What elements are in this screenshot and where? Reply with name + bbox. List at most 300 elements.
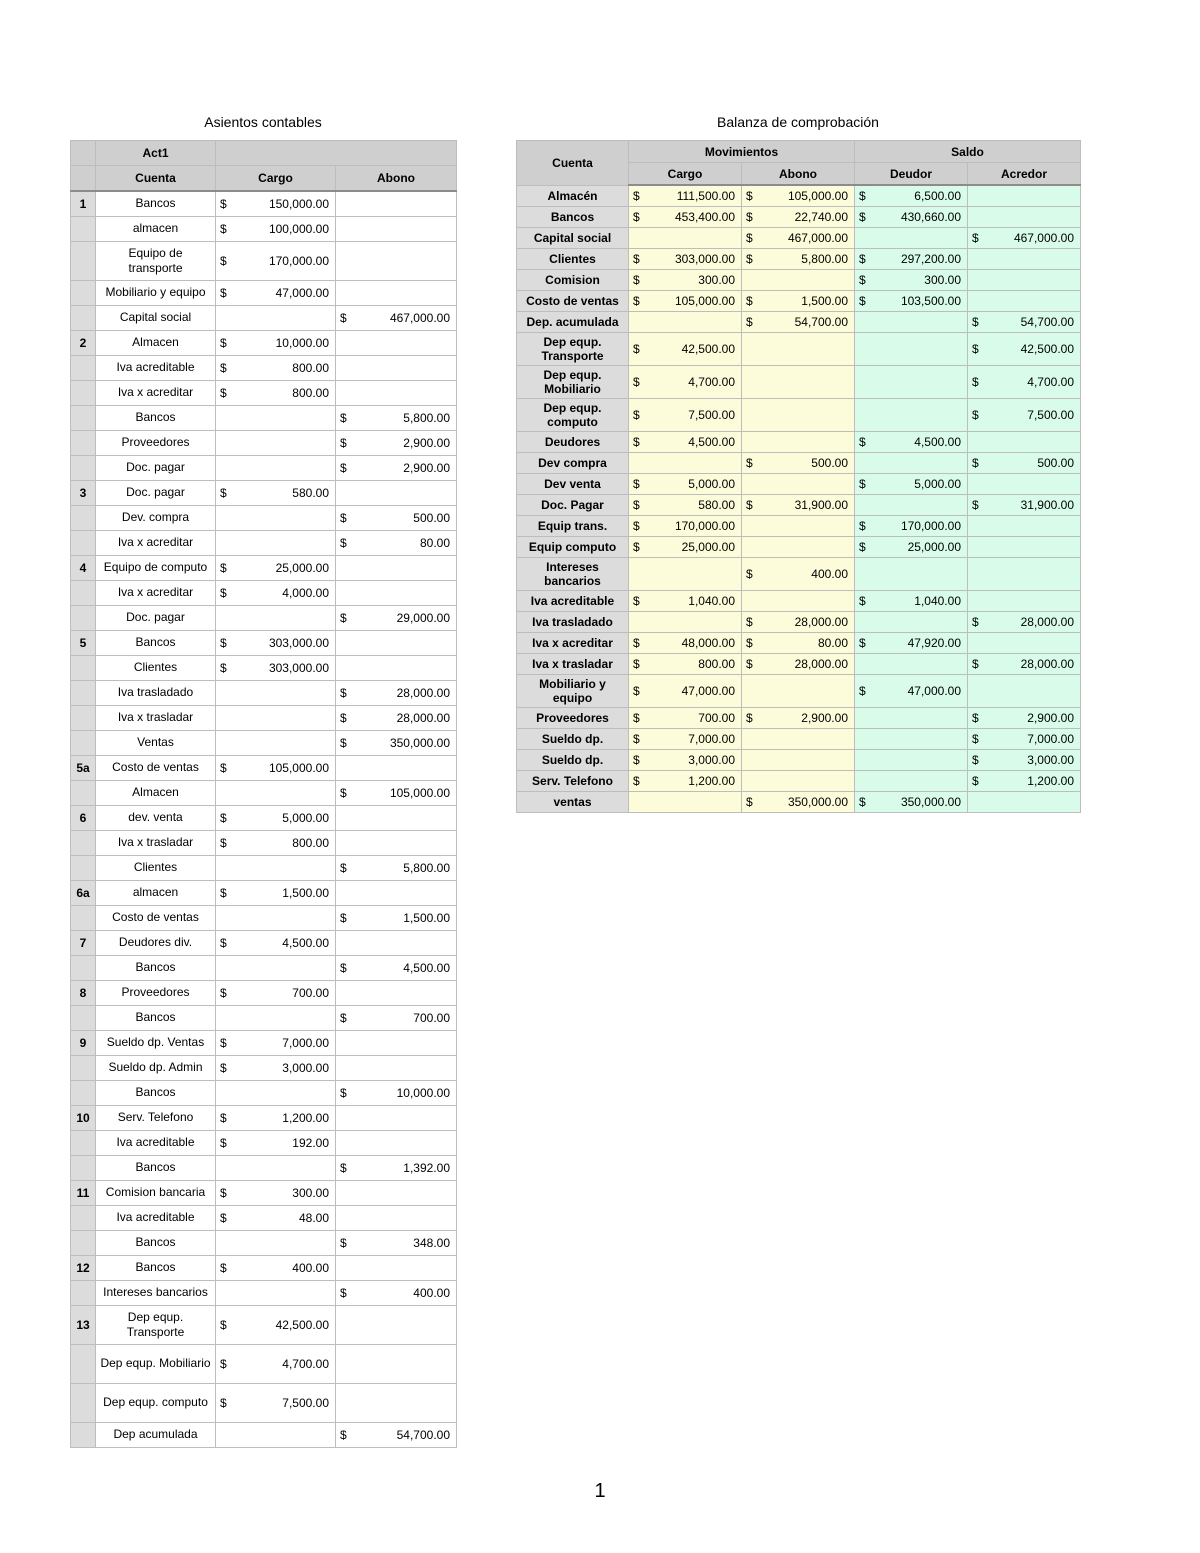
- journal-table: [70, 140, 457, 1448]
- amount-value: 54,700.00: [1020, 314, 1075, 329]
- cargo-cell: [216, 555, 336, 580]
- cargo-cell: [629, 770, 742, 791]
- deudor-cell: [855, 707, 968, 728]
- account-name: Equip trans.: [517, 515, 629, 536]
- currency-symbol: $: [633, 374, 640, 389]
- acredor-cell: [968, 590, 1081, 611]
- cargo-cell: [629, 290, 742, 311]
- table-row: [517, 494, 1081, 515]
- entry-number: [71, 241, 96, 280]
- cargo-cell: [216, 1280, 336, 1305]
- amount-value: 467,000.00: [389, 310, 450, 325]
- amount-value: 3,000.00: [282, 1060, 329, 1075]
- table-row: [71, 755, 457, 780]
- table-row: [71, 805, 457, 830]
- amount-value: 300.00: [292, 1185, 329, 1200]
- table-row: [71, 655, 457, 680]
- table-row: [71, 955, 457, 980]
- amount-value: 300.00: [698, 272, 735, 287]
- account-name: Intereses bancarios: [517, 557, 629, 590]
- account-name: Bancos: [96, 955, 216, 980]
- abono-cell: [336, 630, 457, 655]
- currency-symbol: $: [340, 435, 347, 450]
- amount-value: 2,900.00: [403, 435, 450, 450]
- amount-value: 80.00: [419, 535, 450, 550]
- table-row: [517, 749, 1081, 770]
- entry-number: 6: [71, 805, 96, 830]
- account-name: Dep equp. computo: [517, 398, 629, 431]
- currency-symbol: $: [746, 566, 753, 581]
- journal-corner-2: [71, 166, 96, 192]
- table-row: [71, 580, 457, 605]
- acredor-cell: [968, 311, 1081, 332]
- account-name: Proveedores: [517, 707, 629, 728]
- currency-symbol: $: [220, 285, 227, 300]
- acredor-cell: [968, 653, 1081, 674]
- amount-value: 170,000.00: [674, 518, 735, 533]
- amount-value: 100,000.00: [268, 221, 329, 236]
- abono-cell: [742, 728, 855, 749]
- amount-value: 28,000.00: [1020, 614, 1075, 629]
- table-row: [71, 1080, 457, 1105]
- cargo-cell: [216, 1105, 336, 1130]
- amount-value: 467,000.00: [1013, 230, 1075, 245]
- account-name: Comision bancaria: [96, 1180, 216, 1205]
- deudor-cell: [855, 653, 968, 674]
- amount-value: 4,700.00: [282, 1356, 329, 1371]
- account-name: Capital social: [517, 227, 629, 248]
- abono-cell: [336, 680, 457, 705]
- cargo-cell: [216, 1130, 336, 1155]
- trial-col-cargo: Cargo: [629, 163, 742, 186]
- amount-value: 1,500.00: [403, 910, 450, 925]
- entry-number: [71, 855, 96, 880]
- account-name: Equip computo: [517, 536, 629, 557]
- amount-value: 1,200.00: [282, 1110, 329, 1125]
- deudor-cell: [855, 494, 968, 515]
- currency-symbol: $: [633, 476, 640, 491]
- trial-col-deudor: Deudor: [855, 163, 968, 186]
- amount-value: 800.00: [292, 385, 329, 400]
- currency-symbol: $: [633, 656, 640, 671]
- table-row: [71, 1180, 457, 1205]
- acredor-cell: [968, 749, 1081, 770]
- table-row: [71, 730, 457, 755]
- currency-symbol: $: [220, 760, 227, 775]
- deudor-cell: [855, 452, 968, 473]
- currency-symbol: $: [340, 1085, 347, 1100]
- deudor-cell: [855, 332, 968, 365]
- table-row: [71, 1305, 457, 1344]
- cargo-cell: [216, 1255, 336, 1280]
- table-row: [71, 1005, 457, 1030]
- cargo-cell: [216, 780, 336, 805]
- currency-symbol: $: [859, 188, 866, 203]
- table-row: [517, 536, 1081, 557]
- table-row: [517, 431, 1081, 452]
- abono-cell: [336, 905, 457, 930]
- amount-value: 1,040.00: [914, 593, 961, 608]
- abono-cell: [336, 1230, 457, 1255]
- table-row: [517, 707, 1081, 728]
- account-name: Equipo de computo: [96, 555, 216, 580]
- entry-number: [71, 905, 96, 930]
- currency-symbol: $: [220, 1110, 227, 1125]
- account-name: Comision: [517, 269, 629, 290]
- cargo-cell: [629, 632, 742, 653]
- table-row: [517, 674, 1081, 707]
- currency-symbol: $: [633, 341, 640, 356]
- entry-number: 2: [71, 330, 96, 355]
- cargo-cell: [629, 707, 742, 728]
- account-name: Almacen: [96, 780, 216, 805]
- cargo-cell: [216, 830, 336, 855]
- amount-value: 580.00: [292, 485, 329, 500]
- currency-symbol: $: [220, 1395, 227, 1410]
- account-name: dev. venta: [96, 805, 216, 830]
- entry-number: 3: [71, 480, 96, 505]
- acredor-cell: [968, 431, 1081, 452]
- table-row: [517, 653, 1081, 674]
- table-row: [71, 430, 457, 455]
- currency-symbol: $: [859, 209, 866, 224]
- account-name: Iva x trasladar: [517, 653, 629, 674]
- deudor-cell: [855, 791, 968, 812]
- acredor-cell: [968, 632, 1081, 653]
- entry-number: [71, 505, 96, 530]
- account-name: Proveedores: [96, 430, 216, 455]
- amount-value: 10,000.00: [396, 1085, 450, 1100]
- cargo-cell: [216, 280, 336, 305]
- cargo-cell: [629, 653, 742, 674]
- abono-cell: [336, 241, 457, 280]
- amount-value: 48,000.00: [681, 635, 735, 650]
- table-row: [71, 330, 457, 355]
- cargo-cell: [629, 473, 742, 494]
- abono-cell: [742, 290, 855, 311]
- cargo-cell: [216, 191, 336, 216]
- abono-cell: [336, 1105, 457, 1130]
- amount-value: 105,000.00: [674, 293, 735, 308]
- currency-symbol: $: [859, 794, 866, 809]
- amount-value: 800.00: [292, 360, 329, 375]
- abono-cell: [742, 473, 855, 494]
- currency-symbol: $: [340, 710, 347, 725]
- amount-value: 111,500.00: [676, 188, 735, 203]
- deudor-cell: [855, 590, 968, 611]
- table-row: [517, 590, 1081, 611]
- amount-value: 80.00: [817, 635, 848, 650]
- cargo-cell: [216, 880, 336, 905]
- amount-value: 7,000.00: [282, 1035, 329, 1050]
- abono-cell: [336, 780, 457, 805]
- amount-value: 400.00: [292, 1260, 329, 1275]
- cargo-cell: [629, 248, 742, 269]
- abono-cell: [742, 269, 855, 290]
- entry-number: 9: [71, 1030, 96, 1055]
- acredor-cell: [968, 248, 1081, 269]
- currency-symbol: $: [220, 1260, 227, 1275]
- amount-value: 4,500.00: [914, 434, 961, 449]
- cargo-cell: [216, 580, 336, 605]
- amount-value: 400.00: [811, 566, 848, 581]
- abono-cell: [336, 605, 457, 630]
- amount-value: 47,000.00: [907, 683, 961, 698]
- currency-symbol: $: [633, 518, 640, 533]
- account-name: Mobiliario y equipo: [517, 674, 629, 707]
- amount-value: 105,000.00: [389, 785, 450, 800]
- account-name: Dep equp. Transporte: [517, 332, 629, 365]
- acredor-cell: [968, 536, 1081, 557]
- abono-cell: [742, 515, 855, 536]
- currency-symbol: $: [220, 1060, 227, 1075]
- entry-number: [71, 530, 96, 555]
- account-name: Costo de ventas: [96, 755, 216, 780]
- entry-number: 13: [71, 1305, 96, 1344]
- journal-body: [71, 191, 457, 1447]
- account-name: Bancos: [517, 206, 629, 227]
- cargo-cell: [216, 930, 336, 955]
- amount-value: 25,000.00: [681, 539, 735, 554]
- currency-symbol: $: [633, 710, 640, 725]
- entry-number: [71, 430, 96, 455]
- cargo-cell: [629, 494, 742, 515]
- currency-symbol: $: [633, 731, 640, 746]
- trial-body: [517, 185, 1081, 812]
- abono-cell: [742, 494, 855, 515]
- entry-number: [71, 455, 96, 480]
- amount-value: 7,500.00: [282, 1395, 329, 1410]
- currency-symbol: $: [633, 593, 640, 608]
- account-name: Iva acreditable: [96, 355, 216, 380]
- acredor-cell: [968, 473, 1081, 494]
- abono-cell: [336, 405, 457, 430]
- currency-symbol: $: [220, 1356, 227, 1371]
- acredor-cell: [968, 227, 1081, 248]
- currency-symbol: $: [340, 685, 347, 700]
- entry-number: [71, 1280, 96, 1305]
- cargo-cell: [216, 305, 336, 330]
- currency-symbol: $: [972, 731, 979, 746]
- account-name: Equipo de transporte: [96, 241, 216, 280]
- table-row: [71, 930, 457, 955]
- account-name: Dep. acumulada: [517, 311, 629, 332]
- entry-number: [71, 955, 96, 980]
- table-row: [71, 1255, 457, 1280]
- table-row: [517, 632, 1081, 653]
- amount-value: 4,700.00: [1027, 374, 1075, 389]
- abono-cell: [336, 505, 457, 530]
- table-row: [71, 880, 457, 905]
- currency-symbol: $: [633, 407, 640, 422]
- table-row: [71, 605, 457, 630]
- amount-value: 4,500.00: [282, 935, 329, 950]
- account-name: Iva x trasladar: [96, 830, 216, 855]
- amount-value: 29,000.00: [396, 610, 450, 625]
- currency-symbol: $: [746, 314, 753, 329]
- abono-cell: [336, 1005, 457, 1030]
- cargo-cell: [216, 241, 336, 280]
- entry-number: [71, 1422, 96, 1447]
- amount-value: 453,400.00: [674, 209, 735, 224]
- abono-cell: [742, 248, 855, 269]
- abono-cell: [742, 431, 855, 452]
- currency-symbol: $: [972, 341, 979, 356]
- account-name: Iva x acreditar: [96, 530, 216, 555]
- table-row: [517, 365, 1081, 398]
- amount-value: 28,000.00: [794, 614, 848, 629]
- table-row: [517, 332, 1081, 365]
- amount-value: 42,500.00: [1020, 341, 1075, 356]
- abono-cell: [336, 980, 457, 1005]
- deudor-cell: [855, 557, 968, 590]
- abono-cell: [742, 332, 855, 365]
- cargo-cell: [629, 791, 742, 812]
- journal-col-cargo: Cargo: [216, 166, 336, 192]
- amount-value: 580.00: [698, 497, 735, 512]
- abono-cell: [336, 855, 457, 880]
- table-row: [71, 780, 457, 805]
- cargo-cell: [216, 330, 336, 355]
- abono-cell: [336, 805, 457, 830]
- account-name: Clientes: [96, 655, 216, 680]
- account-name: Bancos: [96, 1230, 216, 1255]
- currency-symbol: $: [220, 485, 227, 500]
- amount-value: 1,392.00: [403, 1160, 450, 1175]
- table-row: [71, 241, 457, 280]
- deudor-cell: [855, 365, 968, 398]
- deudor-cell: [855, 431, 968, 452]
- currency-symbol: $: [972, 497, 979, 512]
- table-row: [71, 1105, 457, 1130]
- cargo-cell: [216, 216, 336, 241]
- deudor-cell: [855, 749, 968, 770]
- cargo-cell: [216, 655, 336, 680]
- amount-value: 48.00: [298, 1210, 329, 1225]
- abono-cell: [742, 206, 855, 227]
- currency-symbol: $: [972, 407, 979, 422]
- entry-number: [71, 1383, 96, 1422]
- table-row: [71, 280, 457, 305]
- abono-cell: [742, 674, 855, 707]
- table-row: [71, 680, 457, 705]
- currency-symbol: $: [746, 230, 753, 245]
- abono-cell: [336, 1030, 457, 1055]
- amount-value: 192.00: [292, 1135, 329, 1150]
- account-name: almacen: [96, 880, 216, 905]
- entry-number: [71, 680, 96, 705]
- account-name: Costo de ventas: [517, 290, 629, 311]
- abono-cell: [336, 455, 457, 480]
- abono-cell: [336, 930, 457, 955]
- account-name: Clientes: [96, 855, 216, 880]
- table-row: [71, 1383, 457, 1422]
- amount-value: 500.00: [811, 455, 848, 470]
- abono-cell: [336, 530, 457, 555]
- currency-symbol: $: [220, 885, 227, 900]
- account-name: Mobiliario y equipo: [96, 280, 216, 305]
- account-name: Iva acreditable: [96, 1130, 216, 1155]
- table-row: [71, 305, 457, 330]
- abono-cell: [742, 791, 855, 812]
- currency-symbol: $: [340, 1427, 347, 1442]
- acredor-cell: [968, 707, 1081, 728]
- currency-symbol: $: [972, 455, 979, 470]
- cargo-cell: [216, 905, 336, 930]
- currency-symbol: $: [859, 539, 866, 554]
- account-name: Proveedores: [96, 980, 216, 1005]
- amount-value: 150,000.00: [268, 196, 329, 211]
- currency-symbol: $: [972, 614, 979, 629]
- entry-number: 11: [71, 1180, 96, 1205]
- cargo-cell: [216, 605, 336, 630]
- currency-symbol: $: [746, 293, 753, 308]
- cargo-cell: [216, 680, 336, 705]
- cargo-cell: [216, 1344, 336, 1383]
- currency-symbol: $: [746, 794, 753, 809]
- amount-value: 3,000.00: [688, 752, 735, 767]
- currency-symbol: $: [746, 251, 753, 266]
- abono-cell: [742, 707, 855, 728]
- abono-cell: [336, 955, 457, 980]
- amount-value: 105,000.00: [268, 760, 329, 775]
- amount-value: 303,000.00: [268, 660, 329, 675]
- account-name: Bancos: [96, 1080, 216, 1105]
- amount-value: 105,000.00: [787, 188, 848, 203]
- currency-symbol: $: [633, 683, 640, 698]
- currency-symbol: $: [220, 810, 227, 825]
- entry-number: 4: [71, 555, 96, 580]
- amount-value: 350,000.00: [389, 735, 450, 750]
- abono-cell: [336, 555, 457, 580]
- currency-symbol: $: [859, 293, 866, 308]
- amount-value: 800.00: [292, 835, 329, 850]
- currency-symbol: $: [746, 497, 753, 512]
- acredor-cell: [968, 728, 1081, 749]
- account-name: Sueldo dp. Admin: [96, 1055, 216, 1080]
- currency-symbol: $: [859, 272, 866, 287]
- account-name: Dep equp. Transporte: [96, 1305, 216, 1344]
- currency-symbol: $: [220, 1035, 227, 1050]
- cargo-cell: [629, 332, 742, 365]
- abono-cell: [742, 770, 855, 791]
- currency-symbol: $: [972, 374, 979, 389]
- currency-symbol: $: [746, 209, 753, 224]
- cargo-cell: [629, 728, 742, 749]
- table-row: [517, 791, 1081, 812]
- entry-number: [71, 216, 96, 241]
- abono-cell: [336, 1080, 457, 1105]
- account-name: ventas: [517, 791, 629, 812]
- table-row: [517, 515, 1081, 536]
- account-name: Dep equp. Mobiliario: [96, 1344, 216, 1383]
- amount-value: 400.00: [413, 1285, 450, 1300]
- account-name: Iva acreditable: [96, 1205, 216, 1230]
- acredor-cell: [968, 494, 1081, 515]
- table-row: [517, 398, 1081, 431]
- amount-value: 25,000.00: [907, 539, 961, 554]
- account-name: Iva x acreditar: [517, 632, 629, 653]
- table-row: [71, 1130, 457, 1155]
- table-row: [517, 227, 1081, 248]
- cargo-cell: [629, 590, 742, 611]
- account-name: Iva x acreditar: [96, 380, 216, 405]
- account-name: Dev compra: [517, 452, 629, 473]
- amount-value: 1,040.00: [688, 593, 735, 608]
- trial-group-movimientos: Movimientos: [629, 141, 855, 163]
- account-name: Doc. pagar: [96, 480, 216, 505]
- currency-symbol: $: [340, 460, 347, 475]
